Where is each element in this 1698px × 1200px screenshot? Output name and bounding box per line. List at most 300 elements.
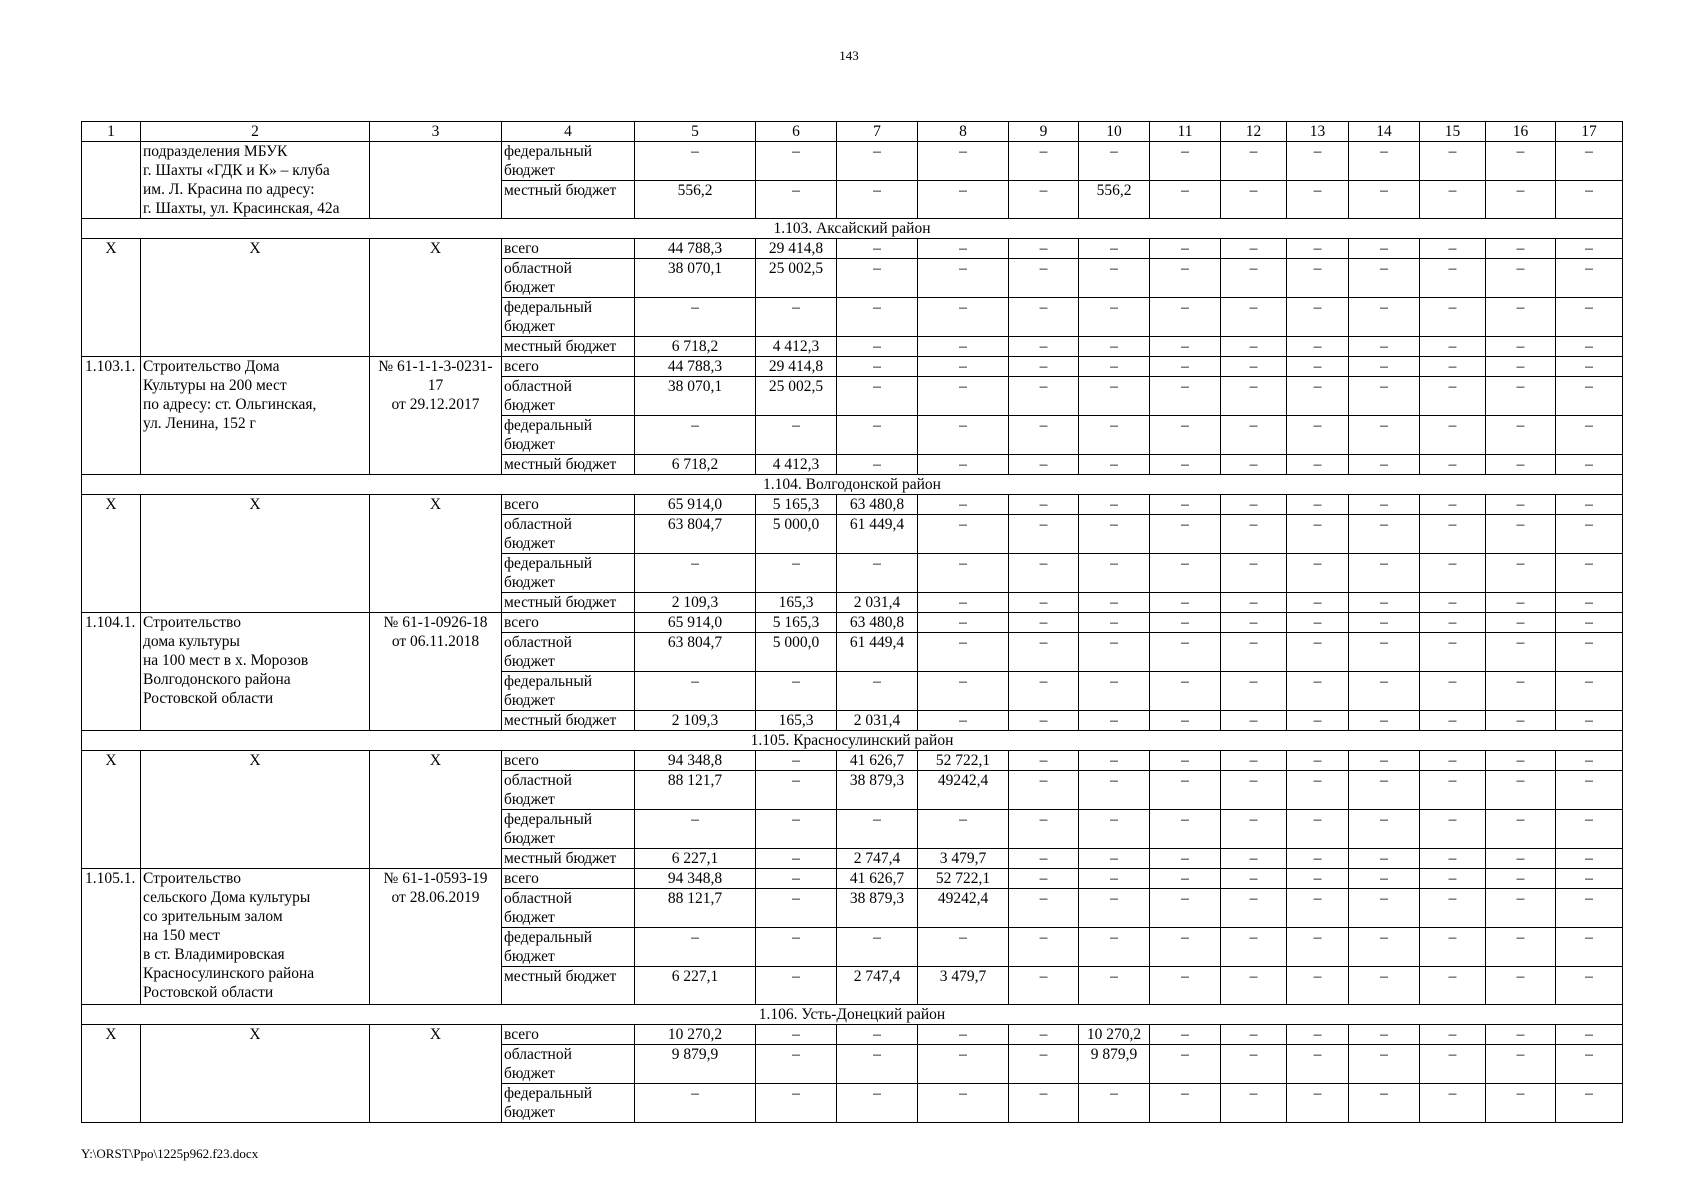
value-cell: –: [1221, 239, 1287, 259]
value-cell: –: [1221, 928, 1287, 967]
value-cell: –: [1349, 455, 1420, 475]
value-cell: –: [918, 142, 1009, 181]
funding-source: федеральный бюджет: [502, 810, 635, 849]
value-cell: –: [1079, 357, 1150, 377]
value-cell: –: [1287, 181, 1349, 219]
value-cell: –: [1420, 711, 1486, 731]
value-cell: –: [1079, 849, 1150, 869]
column-header-10: 10: [1079, 122, 1150, 142]
value-cell: 10 270,2: [1079, 1025, 1150, 1045]
value-cell: –: [1420, 455, 1486, 475]
value-cell: –: [1420, 810, 1486, 849]
value-cell: –: [837, 377, 918, 416]
value-cell: –: [1009, 515, 1079, 554]
file-path-footer: Y:\ORST\Ppo\1225p962.f23.docx: [81, 1146, 259, 1161]
value-cell: –: [918, 1025, 1009, 1045]
value-cell: –: [1556, 711, 1623, 731]
value-cell: –: [635, 810, 756, 849]
value-cell: –: [756, 928, 837, 967]
value-cell: –: [918, 711, 1009, 731]
document-ref: Х: [370, 239, 502, 357]
value-cell: 49242,4: [918, 771, 1009, 810]
value-cell: 6 227,1: [635, 967, 756, 1005]
value-cell: –: [1486, 633, 1556, 672]
value-cell: –: [1150, 357, 1221, 377]
value-cell: –: [1420, 751, 1486, 771]
funding-source: всего: [502, 239, 635, 259]
funding-source: областной бюджет: [502, 1045, 635, 1084]
value-cell: –: [1079, 259, 1150, 298]
value-cell: –: [1556, 181, 1623, 219]
value-cell: –: [1420, 515, 1486, 554]
value-cell: –: [1150, 869, 1221, 889]
value-cell: 5 165,3: [756, 613, 837, 633]
value-cell: –: [1420, 259, 1486, 298]
value-cell: –: [1221, 672, 1287, 711]
value-cell: 165,3: [756, 593, 837, 613]
value-cell: –: [1556, 554, 1623, 593]
value-cell: –: [918, 554, 1009, 593]
value-cell: 3 479,7: [918, 967, 1009, 1005]
value-cell: 2 747,4: [837, 967, 918, 1005]
value-cell: –: [1287, 1084, 1349, 1123]
row-number: 1.104.1.: [82, 613, 141, 731]
value-cell: –: [1009, 1084, 1079, 1123]
value-cell: –: [1420, 554, 1486, 593]
value-cell: –: [1287, 1025, 1349, 1045]
value-cell: –: [1420, 771, 1486, 810]
value-cell: –: [1349, 337, 1420, 357]
value-cell: –: [1079, 416, 1150, 455]
value-cell: –: [918, 298, 1009, 337]
value-cell: –: [1221, 1045, 1287, 1084]
value-cell: –: [1556, 495, 1623, 515]
value-cell: –: [1486, 298, 1556, 337]
value-cell: –: [918, 593, 1009, 613]
value-cell: –: [1009, 142, 1079, 181]
value-cell: –: [837, 810, 918, 849]
value-cell: –: [1009, 889, 1079, 928]
value-cell: –: [1009, 593, 1079, 613]
value-cell: –: [1349, 751, 1420, 771]
value-cell: –: [1221, 593, 1287, 613]
value-cell: 3 479,7: [918, 849, 1009, 869]
value-cell: –: [1079, 142, 1150, 181]
value-cell: –: [1079, 593, 1150, 613]
value-cell: –: [1221, 889, 1287, 928]
column-header-7: 7: [837, 122, 918, 142]
value-cell: –: [1486, 967, 1556, 1005]
value-cell: 41 626,7: [837, 869, 918, 889]
row-number: Х: [82, 495, 141, 613]
value-cell: –: [918, 259, 1009, 298]
value-cell: –: [1556, 239, 1623, 259]
value-cell: 2 031,4: [837, 711, 918, 731]
value-cell: –: [1556, 357, 1623, 377]
value-cell: 38 070,1: [635, 259, 756, 298]
value-cell: –: [1486, 711, 1556, 731]
value-cell: –: [1420, 672, 1486, 711]
value-cell: –: [1349, 613, 1420, 633]
value-cell: –: [1486, 181, 1556, 219]
value-cell: –: [918, 239, 1009, 259]
column-header-16: 16: [1486, 122, 1556, 142]
value-cell: 38 070,1: [635, 377, 756, 416]
value-cell: –: [635, 672, 756, 711]
value-cell: –: [1349, 889, 1420, 928]
value-cell: –: [1009, 259, 1079, 298]
document-ref: № 61-1-0593-19 от 28.06.2019: [370, 869, 502, 1005]
value-cell: –: [756, 298, 837, 337]
value-cell: –: [1349, 928, 1420, 967]
value-cell: 63 480,8: [837, 495, 918, 515]
section-row: [82, 1005, 1623, 1025]
value-cell: –: [1009, 181, 1079, 219]
value-cell: –: [756, 1045, 837, 1084]
value-cell: –: [1287, 771, 1349, 810]
value-cell: –: [1349, 239, 1420, 259]
value-cell: –: [1150, 889, 1221, 928]
value-cell: –: [1486, 554, 1556, 593]
value-cell: –: [1556, 1084, 1623, 1123]
table-row: [82, 1025, 1623, 1045]
document-ref: Х: [370, 751, 502, 869]
value-cell: –: [1420, 357, 1486, 377]
value-cell: –: [1349, 869, 1420, 889]
value-cell: –: [1556, 1025, 1623, 1045]
column-header-12: 12: [1221, 122, 1287, 142]
funding-source: всего: [502, 495, 635, 515]
value-cell: –: [1420, 416, 1486, 455]
value-cell: –: [918, 357, 1009, 377]
value-cell: –: [918, 810, 1009, 849]
value-cell: –: [1287, 967, 1349, 1005]
value-cell: –: [1079, 751, 1150, 771]
value-cell: –: [1287, 298, 1349, 337]
funding-source: местный бюджет: [502, 455, 635, 475]
value-cell: –: [837, 239, 918, 259]
value-cell: 5 000,0: [756, 633, 837, 672]
value-cell: –: [756, 751, 837, 771]
value-cell: –: [1009, 771, 1079, 810]
value-cell: 9 879,9: [635, 1045, 756, 1084]
value-cell: –: [1486, 672, 1556, 711]
value-cell: –: [837, 1084, 918, 1123]
object-name: Строительство дома культуры на 100 мест в х. Морозов Волгодонского района Ростовской области: [141, 613, 370, 731]
row-number: 1.105.1.: [82, 869, 141, 1005]
value-cell: –: [1420, 869, 1486, 889]
value-cell: –: [1221, 259, 1287, 298]
value-cell: –: [1009, 613, 1079, 633]
value-cell: –: [1150, 593, 1221, 613]
column-header-15: 15: [1420, 122, 1486, 142]
value-cell: –: [1221, 416, 1287, 455]
value-cell: –: [756, 1084, 837, 1123]
value-cell: 65 914,0: [635, 495, 756, 515]
value-cell: –: [1287, 633, 1349, 672]
value-cell: –: [1009, 810, 1079, 849]
value-cell: –: [1420, 298, 1486, 337]
value-cell: –: [1556, 259, 1623, 298]
value-cell: –: [1486, 751, 1556, 771]
value-cell: –: [1349, 298, 1420, 337]
value-cell: –: [1079, 810, 1150, 849]
value-cell: 41 626,7: [837, 751, 918, 771]
value-cell: –: [1486, 849, 1556, 869]
value-cell: –: [1009, 967, 1079, 1005]
value-cell: 6 718,2: [635, 455, 756, 475]
funding-source: федеральный бюджет: [502, 1084, 635, 1123]
value-cell: –: [1150, 967, 1221, 1005]
value-cell: –: [1287, 455, 1349, 475]
value-cell: –: [1420, 889, 1486, 928]
value-cell: –: [756, 142, 837, 181]
value-cell: 52 722,1: [918, 751, 1009, 771]
value-cell: –: [1221, 357, 1287, 377]
value-cell: –: [1420, 181, 1486, 219]
value-cell: –: [918, 416, 1009, 455]
value-cell: –: [1486, 239, 1556, 259]
value-cell: 9 879,9: [1079, 1045, 1150, 1084]
object-name: Строительство сельского Дома культуры со зрительным залом на 150 мест в ст. Владимировская Красносулинского района Ростовской области: [141, 869, 370, 1005]
value-cell: –: [1349, 1045, 1420, 1084]
value-cell: –: [1349, 377, 1420, 416]
row-number: 1.103.1.: [82, 357, 141, 475]
column-header-4: 4: [502, 122, 635, 142]
value-cell: –: [1150, 455, 1221, 475]
value-cell: –: [756, 554, 837, 593]
value-cell: –: [837, 357, 918, 377]
column-header-11: 11: [1150, 122, 1221, 142]
value-cell: –: [1150, 928, 1221, 967]
funding-source: федеральный бюджет: [502, 416, 635, 455]
value-cell: –: [1349, 849, 1420, 869]
section-title: 1.103. Аксайский район: [82, 219, 1623, 239]
value-cell: –: [756, 416, 837, 455]
value-cell: –: [837, 259, 918, 298]
value-cell: –: [1349, 416, 1420, 455]
value-cell: –: [1287, 515, 1349, 554]
value-cell: –: [1079, 711, 1150, 731]
value-cell: –: [1009, 337, 1079, 357]
section-title: 1.104. Волгодонской район: [82, 475, 1623, 495]
value-cell: –: [1349, 1025, 1420, 1045]
funding-source: местный бюджет: [502, 337, 635, 357]
object-name: подразделения МБУК г. Шахты «ГДК и К» – клуба им. Л. Красина по адресу: г. Шахты, ул. Красинская, 42а: [141, 142, 370, 219]
funding-source: областной бюджет: [502, 771, 635, 810]
value-cell: –: [918, 613, 1009, 633]
value-cell: –: [1150, 495, 1221, 515]
value-cell: –: [635, 416, 756, 455]
value-cell: –: [1349, 181, 1420, 219]
value-cell: –: [1009, 751, 1079, 771]
value-cell: –: [1556, 593, 1623, 613]
value-cell: –: [1349, 967, 1420, 1005]
value-cell: –: [1556, 928, 1623, 967]
value-cell: 88 121,7: [635, 889, 756, 928]
value-cell: –: [1556, 515, 1623, 554]
column-header-8: 8: [918, 122, 1009, 142]
value-cell: –: [635, 554, 756, 593]
value-cell: –: [1420, 613, 1486, 633]
value-cell: –: [1349, 515, 1420, 554]
document-ref: Х: [370, 495, 502, 613]
value-cell: –: [1486, 1084, 1556, 1123]
value-cell: –: [1287, 495, 1349, 515]
value-cell: –: [1556, 455, 1623, 475]
funding-source: федеральный бюджет: [502, 142, 635, 181]
table-row: [82, 869, 1623, 889]
value-cell: –: [1486, 613, 1556, 633]
object-name: Х: [141, 495, 370, 613]
value-cell: –: [1009, 495, 1079, 515]
value-cell: –: [1349, 593, 1420, 613]
value-cell: –: [1287, 869, 1349, 889]
funding-source: областной бюджет: [502, 889, 635, 928]
value-cell: –: [756, 869, 837, 889]
value-cell: –: [1349, 810, 1420, 849]
value-cell: –: [1486, 771, 1556, 810]
value-cell: –: [1420, 1025, 1486, 1045]
value-cell: –: [1556, 810, 1623, 849]
value-cell: –: [918, 495, 1009, 515]
table-row: [82, 357, 1623, 377]
value-cell: –: [1486, 1045, 1556, 1084]
object-name: Х: [141, 1025, 370, 1123]
funding-source: областной бюджет: [502, 633, 635, 672]
document-ref: № 61-1-1-3-0231-17 от 29.12.2017: [370, 357, 502, 475]
value-cell: –: [1486, 495, 1556, 515]
column-header-13: 13: [1287, 122, 1349, 142]
value-cell: –: [1009, 357, 1079, 377]
value-cell: –: [837, 181, 918, 219]
value-cell: –: [1420, 1045, 1486, 1084]
table-row: [82, 751, 1623, 771]
value-cell: –: [1150, 298, 1221, 337]
value-cell: –: [1420, 377, 1486, 416]
value-cell: –: [1009, 1025, 1079, 1045]
value-cell: –: [756, 849, 837, 869]
value-cell: –: [1079, 633, 1150, 672]
value-cell: –: [918, 515, 1009, 554]
budget-table: [81, 121, 1623, 1123]
row-number: [82, 142, 141, 219]
value-cell: –: [918, 672, 1009, 711]
value-cell: –: [1079, 869, 1150, 889]
value-cell: –: [1556, 377, 1623, 416]
value-cell: –: [1079, 771, 1150, 810]
value-cell: –: [1556, 613, 1623, 633]
value-cell: –: [1150, 142, 1221, 181]
value-cell: –: [1556, 337, 1623, 357]
value-cell: –: [1556, 869, 1623, 889]
value-cell: –: [1556, 889, 1623, 928]
funding-source: местный бюджет: [502, 967, 635, 1005]
value-cell: –: [837, 337, 918, 357]
table-row: [82, 239, 1623, 259]
value-cell: –: [1009, 239, 1079, 259]
value-cell: –: [1079, 515, 1150, 554]
value-cell: –: [1486, 810, 1556, 849]
value-cell: –: [1486, 593, 1556, 613]
column-header-14: 14: [1349, 122, 1420, 142]
value-cell: –: [1287, 711, 1349, 731]
value-cell: 5 165,3: [756, 495, 837, 515]
value-cell: –: [1009, 554, 1079, 593]
value-cell: –: [1221, 554, 1287, 593]
value-cell: 556,2: [1079, 181, 1150, 219]
value-cell: –: [1009, 928, 1079, 967]
value-cell: –: [1349, 1084, 1420, 1123]
value-cell: –: [1150, 181, 1221, 219]
value-cell: 63 804,7: [635, 515, 756, 554]
value-cell: 38 879,3: [837, 889, 918, 928]
value-cell: –: [756, 810, 837, 849]
value-cell: –: [1287, 1045, 1349, 1084]
value-cell: –: [1287, 337, 1349, 357]
value-cell: –: [1221, 181, 1287, 219]
section-title: 1.105. Красносулинский район: [82, 731, 1623, 751]
value-cell: –: [1150, 1025, 1221, 1045]
value-cell: 4 412,3: [756, 455, 837, 475]
value-cell: 61 449,4: [837, 633, 918, 672]
section-row: [82, 731, 1623, 751]
value-cell: –: [1079, 928, 1150, 967]
value-cell: –: [1221, 515, 1287, 554]
value-cell: –: [756, 889, 837, 928]
funding-source: федеральный бюджет: [502, 672, 635, 711]
value-cell: –: [1079, 377, 1150, 416]
value-cell: –: [1420, 633, 1486, 672]
value-cell: –: [1486, 259, 1556, 298]
value-cell: –: [1486, 515, 1556, 554]
value-cell: –: [1287, 751, 1349, 771]
value-cell: –: [1079, 889, 1150, 928]
value-cell: –: [1150, 515, 1221, 554]
value-cell: –: [1150, 239, 1221, 259]
value-cell: –: [1221, 142, 1287, 181]
funding-source: всего: [502, 357, 635, 377]
column-header-17: 17: [1556, 122, 1623, 142]
value-cell: –: [1420, 1084, 1486, 1123]
value-cell: –: [1150, 377, 1221, 416]
value-cell: –: [918, 377, 1009, 416]
value-cell: –: [1009, 298, 1079, 337]
value-cell: –: [1009, 377, 1079, 416]
value-cell: –: [635, 142, 756, 181]
value-cell: –: [1221, 771, 1287, 810]
value-cell: 10 270,2: [635, 1025, 756, 1045]
value-cell: –: [1349, 142, 1420, 181]
document-ref: № 61-1-0926-18 от 06.11.2018: [370, 613, 502, 731]
value-cell: –: [1150, 613, 1221, 633]
value-cell: 65 914,0: [635, 613, 756, 633]
value-cell: –: [1221, 495, 1287, 515]
column-header-row: [82, 122, 1623, 142]
document-ref: Х: [370, 1025, 502, 1123]
row-number: Х: [82, 239, 141, 357]
value-cell: –: [1221, 455, 1287, 475]
value-cell: –: [1287, 889, 1349, 928]
value-cell: 49242,4: [918, 889, 1009, 928]
funding-source: областной бюджет: [502, 515, 635, 554]
value-cell: –: [635, 1084, 756, 1123]
value-cell: 2 031,4: [837, 593, 918, 613]
value-cell: 2 109,3: [635, 711, 756, 731]
value-cell: –: [1221, 298, 1287, 337]
value-cell: –: [837, 928, 918, 967]
value-cell: –: [1556, 751, 1623, 771]
